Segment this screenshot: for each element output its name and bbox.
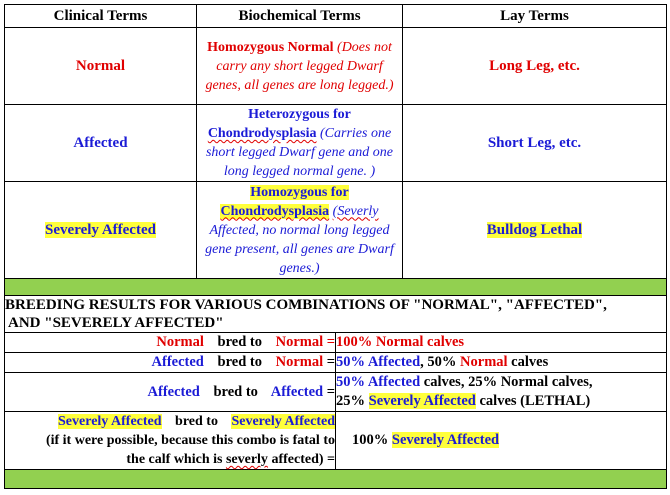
bio-severe-title: Homozygous for bbox=[250, 184, 349, 200]
clinical-affected: Affected bbox=[5, 105, 197, 182]
green-bar-top bbox=[5, 279, 667, 296]
bio-affected-title: Heterozygous for bbox=[248, 107, 351, 122]
clinical-normal: Normal bbox=[5, 28, 197, 105]
result-3-pct: 25% bbox=[336, 393, 369, 409]
equals-sign: = bbox=[326, 334, 335, 350]
breed-4-note-1: (if it were possible, because this combo is fatal to bbox=[45, 433, 335, 448]
result-2-calves: calves bbox=[507, 354, 549, 370]
breed-3-b: Affected bbox=[270, 383, 324, 400]
equals-sign: = bbox=[326, 354, 335, 370]
breeding-1-result: 100% Normal calves bbox=[336, 333, 667, 353]
result-3-lethal: calves (LETHAL) bbox=[475, 393, 591, 409]
breeding-2-result bbox=[336, 353, 667, 373]
breeding-row-4 bbox=[5, 412, 667, 470]
result-4-pct: 100% bbox=[352, 432, 392, 448]
bred-to-label: bred to bbox=[175, 414, 218, 429]
bio-normal-title: Homozygous Normal bbox=[207, 39, 334, 55]
bio-severe bbox=[197, 182, 403, 279]
breeding-heading-line-2: AND "SEVERELY AFFECTED" bbox=[8, 315, 224, 331]
bred-to-label: bred to bbox=[213, 383, 258, 400]
lay-severe: Bulldog Lethal bbox=[486, 221, 583, 238]
breeding-row-2 bbox=[5, 353, 667, 373]
breeding-heading-row bbox=[5, 296, 667, 333]
breed-4-a: Severely Affected bbox=[58, 414, 162, 429]
header-row bbox=[5, 5, 667, 28]
header-biochemical: Biochemical Terms bbox=[197, 5, 403, 28]
lay-normal: Long Leg, etc. bbox=[403, 28, 667, 105]
result-2-normal: Normal bbox=[460, 354, 508, 370]
terms-table bbox=[4, 4, 667, 333]
bio-normal bbox=[197, 28, 403, 105]
green-bar-bottom bbox=[5, 470, 667, 489]
breeding-4-result bbox=[336, 412, 667, 470]
breeding-4-left bbox=[5, 412, 336, 470]
result-3-text: calves, 25% Normal calves, bbox=[420, 374, 593, 390]
clinical-severe-cell bbox=[5, 182, 197, 279]
breed-1-b: Normal bbox=[275, 334, 324, 350]
result-2-text: , 50% bbox=[420, 354, 461, 370]
clinical-severe: Severely Affected bbox=[45, 221, 156, 238]
header-lay: Lay Terms bbox=[403, 5, 667, 28]
breed-1-a: Normal bbox=[156, 334, 204, 350]
bred-to-label: bred to bbox=[217, 334, 262, 350]
bio-severe-word: (Severly bbox=[332, 203, 379, 219]
row-affected bbox=[5, 105, 667, 182]
bio-affected-desc: (Carries one short legged Dwarf gene and one long legged normal gene. ) bbox=[205, 126, 394, 179]
breed-4-b: Severely Affected bbox=[231, 414, 335, 429]
breed-4-note-3: severly bbox=[225, 452, 268, 467]
bio-severe-term: Chondrodysplasia bbox=[220, 203, 330, 219]
breeding-2-left bbox=[5, 353, 336, 373]
breeding-row-3 bbox=[5, 373, 667, 412]
bio-affected bbox=[197, 105, 403, 182]
result-3-severe: Severely Affected bbox=[368, 393, 476, 409]
breeding-heading-line-1: BREEDING RESULTS FOR VARIOUS COMBINATIONS OF "NORMAL", "AFFECTED", bbox=[5, 297, 607, 313]
lay-severe-cell bbox=[403, 182, 667, 279]
equals-sign: = bbox=[326, 383, 335, 400]
breed-2-b: Normal bbox=[275, 354, 324, 370]
result-3-affected: 50% Affected bbox=[336, 374, 421, 390]
row-normal bbox=[5, 28, 667, 105]
lay-affected: Short Leg, etc. bbox=[403, 105, 667, 182]
breed-4-note-2: the calf which is bbox=[126, 452, 223, 467]
breeding-heading bbox=[5, 296, 667, 333]
breeding-3-left bbox=[5, 373, 336, 412]
result-4-severe: Severely Affected bbox=[391, 432, 500, 448]
breed-4-note-4: affected) = bbox=[271, 452, 335, 467]
breed-3-a: Affected bbox=[147, 383, 200, 400]
breed-2-a: Affected bbox=[151, 354, 204, 370]
row-severe bbox=[5, 182, 667, 279]
result-2-affected: 50% Affected bbox=[336, 354, 421, 370]
breeding-1-left bbox=[5, 333, 336, 353]
bio-affected-term: Chondrodysplasia bbox=[207, 126, 317, 141]
bio-severe-desc: Affected, no normal long legged gene present, all genes are Dwarf genes.) bbox=[205, 222, 394, 276]
breeding-table bbox=[4, 332, 667, 489]
bred-to-label: bred to bbox=[217, 354, 262, 370]
header-clinical: Clinical Terms bbox=[5, 5, 197, 28]
breeding-3-result bbox=[336, 373, 667, 412]
bio-normal-desc: (Does not carry any short legged Dwarf genes, all genes are long legged.) bbox=[205, 39, 394, 93]
breeding-row-1 bbox=[5, 333, 667, 353]
